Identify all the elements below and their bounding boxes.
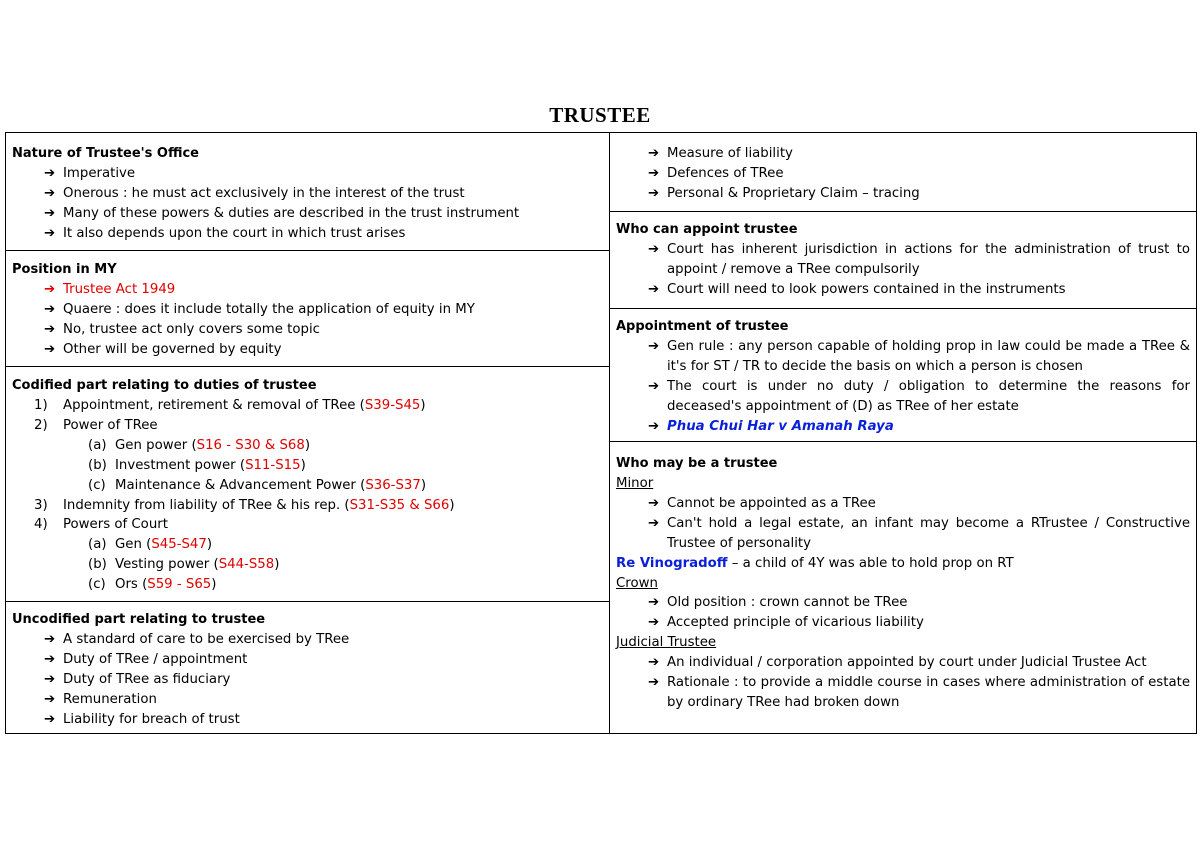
arrow-icon: ➔ — [44, 711, 56, 727]
section-heading: Appointment of trustee — [615, 319, 789, 334]
list-item: ➔ Can't hold a legal estate, an infant may become a RTrustee / Constructive Trustee of personality — [647, 515, 1190, 551]
case-note: Re Vinogradoff – a child of 4Y was able to hold prop on RT — [615, 555, 1014, 571]
right-column — [610, 133, 1196, 733]
list-item: ➔ Gen rule : any person capable of holding prop in law could be made a TRee & it's for ST / TR to decide the basis on which a person is chosen — [647, 339, 1190, 374]
arrow-icon: ➔ — [44, 282, 56, 297]
section-uncodified-part — [6, 601, 609, 730]
arrow-icon: ➔ — [44, 205, 56, 221]
section-reference: S45-S47 — [151, 537, 207, 553]
section-nature-of-office — [6, 144, 609, 244]
section-position-in-my — [6, 250, 609, 360]
arrow-icon: ➔ — [44, 185, 56, 201]
list-item: 4) Powers of Court — [34, 517, 168, 533]
notes-table — [5, 132, 1197, 734]
section-continued-list — [610, 144, 1196, 204]
list-item: ➔ Rationale : to provide a middle course in cases where administration of estate by ordinary TRee had broken down — [647, 675, 1190, 710]
list-item: ➔ Duty of TRee / appointment — [12, 650, 603, 670]
section-appointment — [610, 308, 1196, 437]
arrow-icon: ➔ — [44, 341, 56, 357]
list-item: ➔ Measure of liability — [616, 144, 1190, 164]
arrow-icon: ➔ — [44, 321, 56, 337]
arrow-icon: ➔ — [647, 242, 660, 257]
list-item: ➔ An individual / corporation appointed by court under Judicial Trustee Act — [616, 653, 1190, 673]
arrow-icon: ➔ — [647, 418, 660, 434]
section-reference: S11-S15 — [245, 457, 301, 473]
list-item: ➔ Other will be governed by equity — [12, 340, 603, 360]
arrow-icon: ➔ — [647, 378, 660, 394]
arrow-icon: ➔ — [647, 515, 660, 531]
list-item: ➔ Imperative — [12, 164, 603, 184]
arrow-icon: ➔ — [647, 595, 660, 611]
arrow-icon: ➔ — [647, 495, 660, 511]
list-item: (c) Ors (S59 - S65) — [88, 577, 217, 593]
section-reference: S44-S58 — [218, 557, 275, 573]
arrow-icon: ➔ — [647, 185, 660, 201]
list-item: ➔ A standard of care to be exercised by TRee — [12, 630, 603, 650]
arrow-icon: ➔ — [647, 165, 660, 181]
section-reference: S31-S35 & S66 — [349, 497, 450, 513]
list-item: ➔ Remuneration — [12, 690, 603, 710]
section-reference: S36-S37 — [365, 477, 421, 493]
subheading-minor: Minor — [615, 476, 654, 491]
section-heading: Uncodified part relating to trustee — [12, 612, 266, 627]
arrow-icon: ➔ — [647, 339, 660, 354]
section-heading: Who can appoint trustee — [615, 222, 798, 237]
arrow-icon: ➔ — [44, 691, 56, 707]
list-item: 2) Power of TRee — [34, 417, 158, 433]
arrow-icon: ➔ — [647, 655, 660, 671]
section-reference: S16 - S30 & S68 — [196, 437, 305, 453]
list-item: 1) Appointment, retirement & removal of TRee (S39-S45) — [34, 398, 426, 413]
list-item: ➔ The court is under no duty / obligation to determine the reasons for deceased's appointment of (D) as TRee of her estate — [647, 378, 1190, 414]
section-who-can-appoint — [610, 211, 1196, 300]
case-citation: Re Vinogradoff — [615, 555, 728, 571]
list-item: (a) Gen (S45-S47) — [88, 537, 213, 553]
list-item — [616, 417, 1190, 437]
list-item: (b) Investment power (S11-S15) — [88, 457, 306, 473]
section-reference: S59 - S65 — [147, 577, 212, 593]
list-item: ➔ Court will need to look powers contained in the instruments — [616, 280, 1190, 300]
arrow-icon: ➔ — [44, 671, 56, 687]
section-reference: S39-S45 — [364, 398, 421, 413]
list-item: (a) Gen power (S16 - S30 & S68) — [88, 437, 311, 453]
section-who-may-be-trustee — [610, 441, 1196, 713]
section-heading: Nature of Trustee's Office — [12, 146, 199, 161]
list-item: ➔ No, trustee act only covers some topic — [12, 320, 603, 340]
arrow-icon: ➔ — [44, 651, 56, 667]
list-item: ➔ Liability for breach of trust — [12, 710, 603, 730]
list-item: ➔ Onerous : he must act exclusively in the interest of the trust — [12, 184, 603, 204]
list-item: 3) Indemnity from liability of TRee & his rep. (S31-S35 & S66) — [34, 497, 455, 513]
case-citation: Phua Chui Har v Amanah Raya — [666, 418, 894, 434]
list-item: ➔ Quaere : does it include totally the application of equity in MY — [12, 300, 603, 320]
list-item: ➔ Personal & Proprietary Claim – tracing — [616, 184, 1190, 204]
subheading-crown: Crown — [615, 575, 658, 591]
section-heading: Who may be a trustee — [615, 456, 778, 471]
list-item: ➔ Defences of TRee — [616, 164, 1190, 184]
list-item: ➔ It also depends upon the court in which trust arises — [12, 224, 603, 244]
list-item: ➔ Accepted principle of vicarious liability — [616, 613, 1190, 633]
list-item: (b) Vesting power (S44-S58) — [88, 557, 280, 573]
list-item: (c) Maintenance & Advancement Power (S36-S37) — [88, 477, 427, 493]
left-column — [6, 133, 610, 733]
list-item: ➔ Many of these powers & duties are described in the trust instrument — [12, 204, 603, 224]
arrow-icon: ➔ — [44, 301, 56, 317]
list-item: ➔ Trustee Act 1949 — [12, 280, 603, 300]
subheading-judicial-trustee: Judicial Trustee — [615, 635, 717, 651]
section-heading: Position in MY — [12, 262, 117, 277]
section-codified-part — [6, 366, 609, 595]
list-item: ➔ Cannot be appointed as a TRee — [616, 494, 1190, 514]
arrow-icon: ➔ — [647, 146, 660, 161]
list-item: ➔ Duty of TRee as fiduciary — [12, 670, 603, 690]
section-heading: Codified part relating to duties of trustee — [12, 378, 317, 393]
arrow-icon: ➔ — [44, 632, 56, 647]
list-item: ➔ Court has inherent jurisdiction in actions for the administration of trust to appoint / remove a TRee compulsorily — [647, 242, 1190, 277]
arrow-icon: ➔ — [647, 675, 660, 691]
arrow-icon: ➔ — [647, 615, 660, 631]
arrow-icon: ➔ — [44, 166, 56, 181]
arrow-icon: ➔ — [647, 281, 660, 297]
list-item: ➔ Old position : crown cannot be TRee — [616, 593, 1190, 613]
page-title: TRUSTEE — [549, 103, 651, 127]
arrow-icon: ➔ — [44, 225, 56, 241]
